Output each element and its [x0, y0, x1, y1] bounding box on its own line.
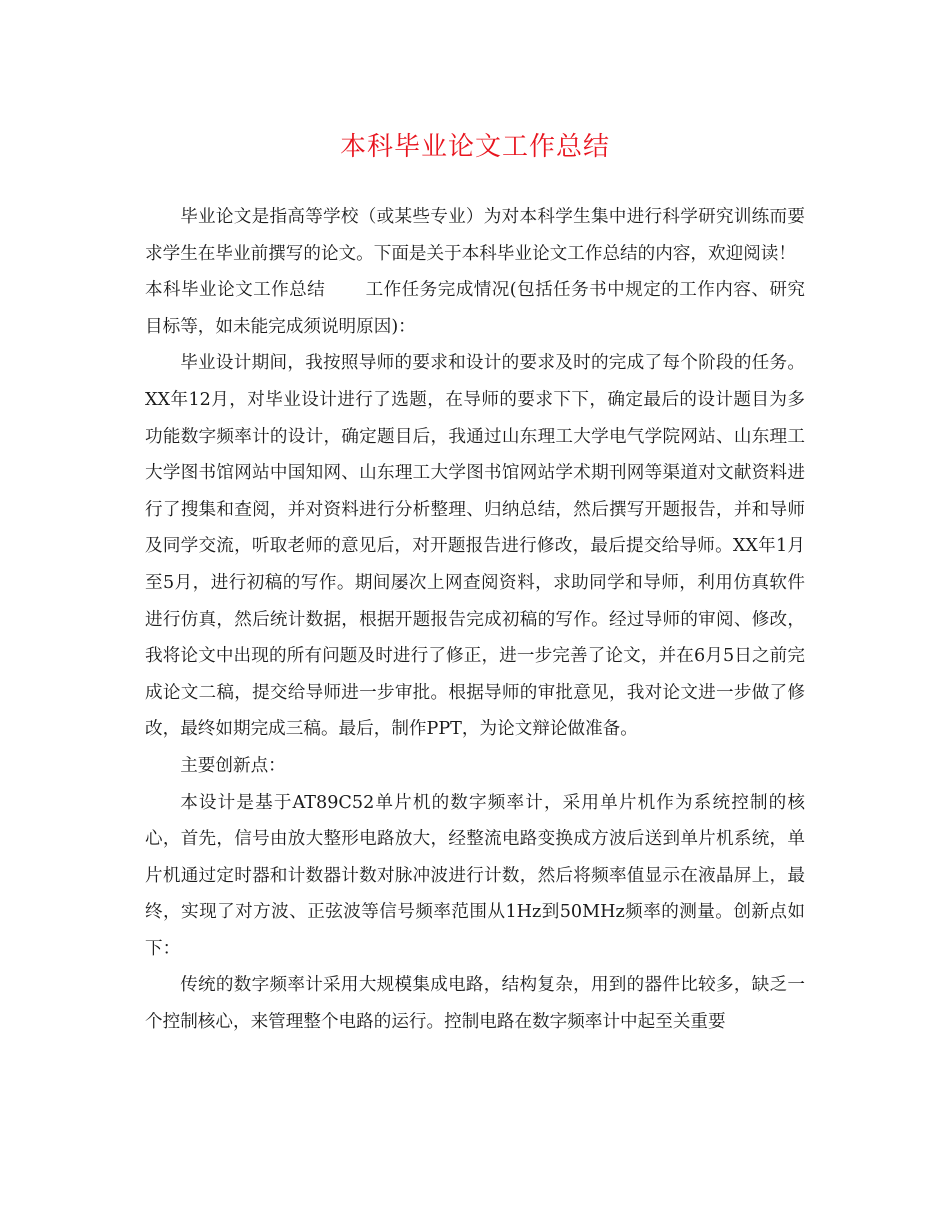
- document-body: [145, 199, 805, 1041]
- paragraph-traditional: 传统的数字频率计采用大规模集成电路，结构复杂，用到的器件比较多，缺乏一个控制核心，来管理整个电路的运行。控制电路在数字频率计中起至关重要: [145, 975, 805, 1033]
- section-lead: 工作任务完成情况(包括任务书中规定的工作内容、研究目标等，如未能完成须说明原因)：: [145, 280, 805, 337]
- section-heading: 本科毕业论文工作总结: [145, 280, 326, 301]
- document-page: [145, 0, 805, 1230]
- document-title: 本科毕业论文工作总结: [339, 132, 610, 162]
- subheading-innovations: 主要创新点：: [180, 755, 286, 776]
- paragraph-design: 本设计是基于AT89C52单片机的数字频率计，采用单片机作为系统控制的核心，首先，信号由放大整形电路放大，经整流电路变换成方波后送到单片机系统，单片机通过定时器和计数器计数对脉冲波进行计数，然后将频率值显示在液晶屏上，最终，实现了对方波、正弦波等信号频率范围从1Hz到50MHz频率的测量。创新点如下：: [145, 792, 805, 959]
- section-line: [145, 272, 805, 345]
- paragraph-progress: 毕业设计期间，我按照导师的要求和设计的要求及时的完成了每个阶段的任务。XX年12月，对毕业设计进行了选题，在导师的要求下下，确定最后的设计题目为多功能数字频率计的设计，确定题目后，我通过山东理工大学电气学院网站、山东理工大学图书馆网站中国知网、山东理工大学图书馆网站学术期刊网等渠道对文献资料进行了搜集和查阅，并对资料进行分析整理、归纳总结，然后撰写开题报告，并和导师及同学交流，听取老师的意见后，对开题报告进行修改，最后提交给导师。XX年1月至5月，进行初稿的写作。期间屡次上网查阅资料，求助同学和导师，利用仿真软件进行仿真，然后统计数据，根据开题报告完成初稿的写作。经过导师的审阅、修改，我将论文中出现的所有问题及时进行了修正，进一步完善了论文，并在6月5日之前完成论文二稿，提交给导师进一步审批。根据导师的审批意见，我对论文进一步做了修改，最终如期完成三稿。最后，制作PPT，为论文辩论做准备。: [145, 353, 805, 740]
- intro-paragraph: 毕业论文是指高等学校（或某些专业）为对本科学生集中进行科学研究训练而要求学生在毕业前撰写的论文。下面是关于本科毕业论文工作总结的内容，欢迎阅读！: [145, 207, 805, 264]
